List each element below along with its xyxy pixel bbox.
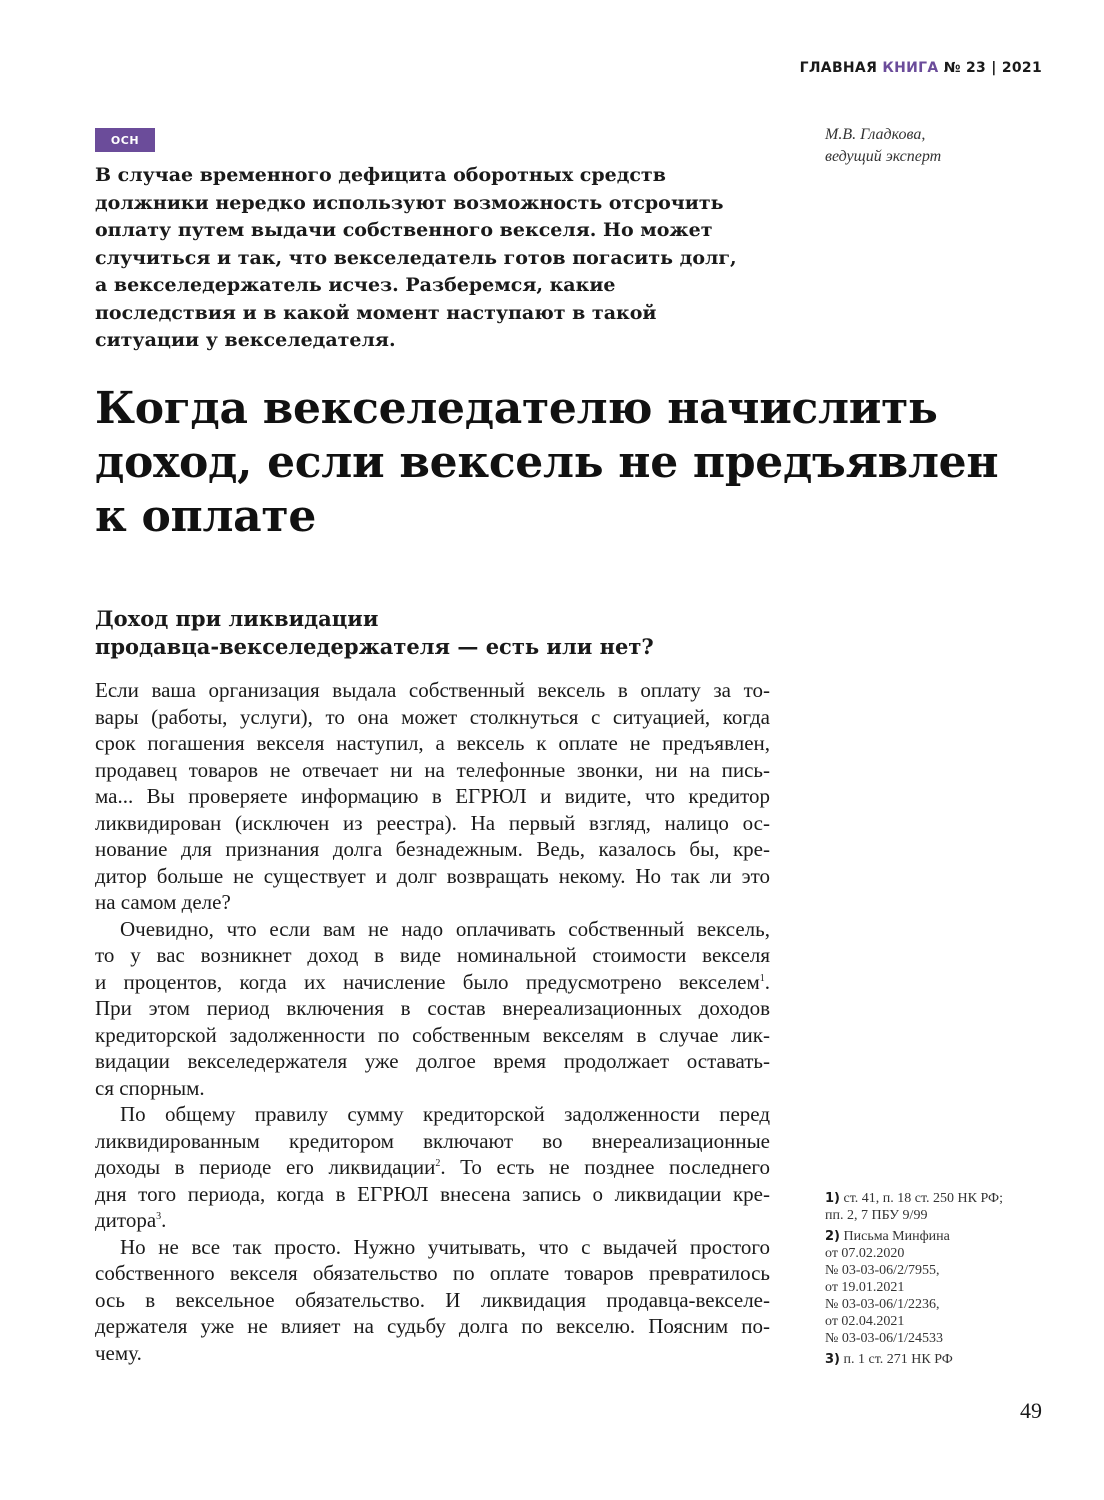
lead-line: ситуации у векселедателя. [95, 329, 396, 351]
body-line: Очевидно, что если вам не надо оплачивать собственный вексель, [120, 916, 770, 941]
section-heading [95, 605, 795, 661]
body-text: . [161, 1208, 167, 1232]
footnote-number: 1) [825, 1191, 840, 1206]
lead-line: В случае временного дефицита оборотных средств [95, 164, 666, 186]
body-paragraph-4 [95, 1234, 770, 1367]
footnote-line: пп. 2, 7 ПБУ 9/99 [825, 1208, 928, 1223]
body-line: дитор больше не существует и долг возвращать некому. Но так ли это [95, 863, 770, 888]
body-line: вары (работы, услуги), то она может столкнуться с ситуацией, когда [95, 704, 770, 729]
body-line: ликвидирован (исключен из реестра). На первый взгляд, налицо ос- [95, 810, 770, 835]
lead-line: должники нередко используют возможность отсрочить [95, 191, 724, 214]
body-line: Если ваша организация выдала собственный вексель в оплату за то- [95, 678, 770, 702]
body-line: чему. [95, 1340, 142, 1365]
category-tag: ОСН [95, 128, 155, 152]
footnote-line: № 03-03-06/1/24533 [825, 1331, 943, 1346]
body-line: видации векселедержателя уже долгое время продолжает оставать- [95, 1049, 770, 1073]
body-text: дитора [95, 1208, 157, 1232]
lead-paragraph [95, 162, 775, 355]
footnote-number: 3) [825, 1352, 840, 1367]
lead-line: оплату путем выдачи собственного векселя. Но может [95, 219, 713, 241]
body-line: ликвидированным кредитором включают во внереализационные [95, 1128, 770, 1153]
body-line: нование для признания долга безнадежным. Ведь, казалось бы, кре- [95, 837, 770, 861]
body-line [95, 1154, 770, 1181]
body-text: . То есть не позднее последнего [440, 1155, 770, 1179]
body-text: доходы в периоде его ликвидации [95, 1155, 436, 1179]
footnote-line: Письма Минфина [843, 1229, 950, 1244]
author-role: ведущий эксперт [825, 148, 942, 165]
footnote-ref-3: 3 [156, 1211, 162, 1222]
article-body [95, 677, 770, 1366]
body-paragraph-3 [95, 1101, 770, 1234]
page-number: 49 [1020, 1398, 1042, 1423]
lead-line: случиться и так, что векселедатель готов погасить долг, [95, 246, 737, 269]
article-title [95, 382, 1055, 544]
body-line: ось в вексельное обязательство. И ликвидация продавца-векселе- [95, 1287, 770, 1312]
body-line: продавец товаров не отвечает ни на телефонные звонки, ни на пись- [95, 757, 770, 782]
body-line: срок погашения векселя наступил, а вексель к оплате не предъявлен, [95, 731, 770, 755]
footnote-line: ст. 41, п. 18 ст. 250 НК РФ; [843, 1191, 1003, 1206]
footnote-2 [825, 1228, 1065, 1347]
title-line: доход, если вексель не предъявлен [95, 437, 999, 488]
body-line: дня того периода, когда в ЕГРЮЛ внесена запись о ликвидации кре- [95, 1181, 770, 1206]
footnotes [825, 1190, 1065, 1372]
body-line: По общему правилу сумму кредиторской задолженности перед [120, 1102, 770, 1126]
footnote-1 [825, 1190, 1065, 1224]
author-block [825, 124, 1065, 168]
body-line: ся спорным. [95, 1075, 205, 1100]
footnote-3 [825, 1351, 1065, 1368]
body-line: Но не все так просто. Нужно учитывать, что с выдачей простого [120, 1234, 770, 1259]
subhead-line: Доход при ликвидации [95, 606, 379, 631]
body-paragraph-1 [95, 677, 770, 916]
masthead [800, 60, 1042, 76]
footnote-ref-2: 2 [435, 1158, 441, 1169]
body-line: держателя уже не влияет на судьбу долга по векселю. Поясним по- [95, 1314, 770, 1338]
footnote-line: от 19.01.2021 [825, 1280, 905, 1295]
footnote-ref-1: 1 [759, 972, 765, 984]
body-text: и процентов, когда их начисление было предусмотрено векселем [95, 969, 760, 994]
lead-line: последствия и в какой момент наступают в такой [95, 301, 657, 324]
footnote-line: № 03-03-06/1/2236, [825, 1297, 940, 1312]
title-line: к оплате [95, 491, 317, 542]
masthead-kniga: КНИГА [882, 60, 939, 76]
masthead-glavnaya: ГЛАВНАЯ [799, 60, 878, 76]
body-line: собственного векселя обязательство по оплате товаров превратилось [95, 1261, 770, 1285]
body-paragraph-2 [95, 916, 770, 1102]
footnote-line: от 02.04.2021 [825, 1314, 905, 1329]
body-line [95, 1207, 770, 1234]
footnote-number: 2) [825, 1229, 840, 1244]
body-line: ма... Вы проверяете информацию в ЕГРЮЛ и видите, что кредитор [95, 784, 770, 808]
body-line: на самом деле? [95, 890, 231, 914]
lead-line: а векселедержатель исчез. Разберемся, какие [95, 274, 616, 296]
author-name: М.В. Гладкова, [825, 126, 926, 143]
footnote-line: п. 1 ст. 271 НК РФ [843, 1352, 953, 1367]
footnote-line: № 03-03-06/2/7955, [825, 1263, 940, 1278]
body-line: кредиторской задолженности по собственным векселям в случае лик- [95, 1022, 770, 1047]
masthead-issue: № 23 | 2021 [943, 60, 1042, 76]
title-line: Когда векселедателю начислить [95, 383, 938, 434]
body-line: то у вас возникнет доход в виде номинальной стоимости векселя [95, 943, 770, 967]
subhead-line: продавца-векселедержателя — есть или нет? [95, 634, 654, 659]
body-line: При этом период включения в состав внереализационных доходов [95, 996, 770, 1020]
body-line: и процентов, когда их начисление было предусмотрено векселем$^1$. [95, 969, 770, 994]
footnote-line: от 07.02.2020 [825, 1246, 905, 1261]
